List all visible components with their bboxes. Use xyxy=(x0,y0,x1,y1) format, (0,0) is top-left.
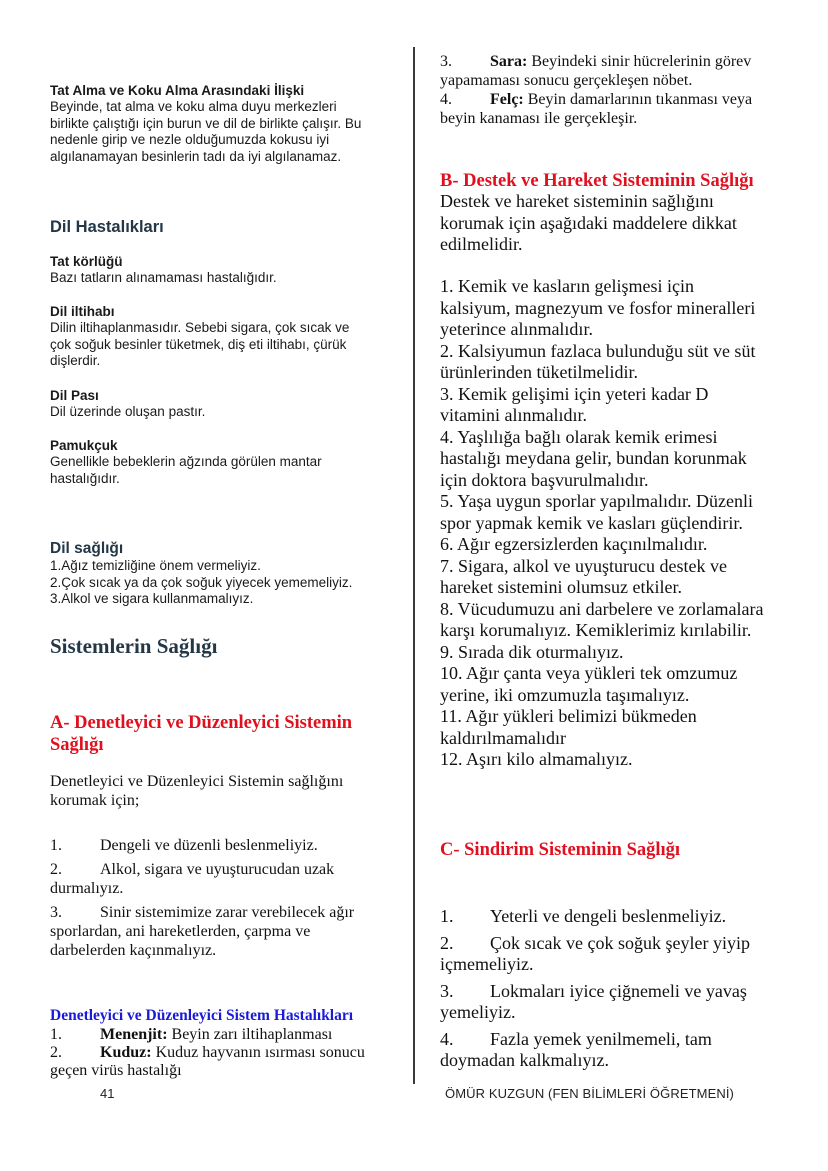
list-item xyxy=(50,860,400,898)
section-a-list xyxy=(50,836,400,960)
list-item xyxy=(440,906,785,928)
intro-line: edilmelidir. xyxy=(440,234,523,254)
section-b-heading: B- Destek ve Hareket Sisteminin Sağlığı xyxy=(440,171,754,191)
item-number: 3. xyxy=(440,980,454,1001)
disease-item xyxy=(50,254,400,287)
tongue-health-section xyxy=(50,540,400,608)
list-line: vitamini alınmalıdır. xyxy=(440,405,587,425)
item-number: 3. xyxy=(440,53,452,70)
disease-desc: Dil üzerinde oluşan pastır. xyxy=(50,404,206,419)
diseases-continued xyxy=(440,52,785,128)
item-text: Yeterli ve dengeli beslenmeliyiz. xyxy=(490,906,727,926)
item-text: içmemeliyiz. xyxy=(440,954,534,974)
item-number: 4. xyxy=(440,1028,454,1049)
intro-line: korumak için aşağıdaki maddelere dikkat xyxy=(440,212,737,233)
body-line: algılanamayan besinlerin tadı da iyi algılanamaz. xyxy=(50,148,342,164)
item-text: Beyindeki sinir hücrelerinin görev xyxy=(527,53,752,70)
body-line: birlikte çalıştığı için burun ve dil de birlikte çalışır. Bu xyxy=(50,115,362,131)
disease-item xyxy=(50,438,400,487)
list-item xyxy=(50,1026,400,1044)
list-line: 12. Aşırı kilo almamalıyız. xyxy=(440,749,633,769)
list-line: 1. Kemik ve kasların gelişmesi için xyxy=(440,276,694,296)
item-number: 1. xyxy=(440,906,454,926)
item-number: 1. xyxy=(50,837,62,854)
list-line: kalsiyum, magnezyum ve fosfor mineralleri xyxy=(440,297,756,318)
disease-desc: Dilin iltihaplanmasıdır. Sebebi sigara, çok sıcak ve xyxy=(50,320,350,335)
item-term: Sara: xyxy=(490,53,528,70)
list-item xyxy=(50,903,400,960)
section-a-heading xyxy=(50,712,400,756)
item-text: sporlardan, ani hareketlerden, çarpma ve xyxy=(50,923,311,940)
item-number: 1. xyxy=(50,1026,62,1043)
list-line: için doktora başvurulmalıdır. xyxy=(440,469,649,490)
list-line: yeterince alınmalıdır. xyxy=(440,319,593,339)
item-number: 2. xyxy=(50,1044,62,1061)
tongue-health-heading: Dil sağlığı xyxy=(50,540,124,557)
list-line: karşı korumalıyız. Kemiklerimiz kırılabilir. xyxy=(440,620,752,640)
item-number: 3. xyxy=(50,904,62,921)
disease-title: Tat körlüğü xyxy=(50,254,123,269)
section-a-heading-line: Sağlığı xyxy=(50,735,104,755)
list-line: hareket sistemini olumsuz etkiler. xyxy=(440,577,682,597)
item-text: Dengeli ve düzenli beslenmeliyiz. xyxy=(100,837,318,854)
list-line: 11. Ağır yükleri belimizi bükmeden xyxy=(440,706,697,726)
disease-title: Pamukçuk xyxy=(50,438,118,453)
page-number: 41 xyxy=(100,1086,115,1101)
list-line: 9. Sırada dik oturmalıyız. xyxy=(440,641,624,662)
list-line: kaldırılmamalıdır xyxy=(440,727,566,748)
item-text: beyin kanaması ile gerçekleşir. xyxy=(440,110,638,127)
disease-desc: çok soğuk besinler tüketmek, diş eti iltihabı, çürük xyxy=(50,336,347,352)
item-text: Sinir sistemimize zarar verebilecek ağır xyxy=(100,904,355,921)
list-line: 6. Ağır egzersizlerden kaçınılmalıdır. xyxy=(440,534,708,554)
taste-smell-title: Tat Alma ve Koku Alma Arasındaki İlişki xyxy=(50,83,305,98)
list-line: yerine, iki omzumuzla taşımalıyız. xyxy=(440,684,690,705)
list-item xyxy=(440,933,785,976)
disease-title: Dil iltihabı xyxy=(50,304,115,319)
item-number: 4. xyxy=(440,91,452,108)
list-line: hastalığı meydana gelir, bundan korunmak xyxy=(440,448,747,468)
item-text: Fazla yemek yenilmemeli, tam xyxy=(490,1028,712,1049)
section-b-list xyxy=(440,276,800,771)
list-item xyxy=(50,836,400,855)
item-text: yapamaması sonucu gerçekleşen nöbet. xyxy=(440,72,693,89)
section-a-diseases xyxy=(50,1026,400,1080)
disease-title: Dil Pası xyxy=(50,388,99,403)
list-item xyxy=(440,1029,785,1072)
list-item: 1.Ağız temizliğine önem vermeliyiz. xyxy=(50,558,261,573)
list-item xyxy=(440,981,785,1024)
tongue-diseases-heading: Dil Hastalıkları xyxy=(50,218,164,236)
item-text: Beyin zarı iltihaplanması xyxy=(167,1026,333,1043)
intro-line: Denetleyici ve Düzenleyici Sistemin sağlığını xyxy=(50,773,344,790)
item-text: geçen virüs hastalığı xyxy=(50,1062,182,1079)
section-a-intro xyxy=(50,772,400,810)
item-text: Lokmaları iyice çiğnemeli ve yavaş xyxy=(490,980,747,1001)
section-b-intro xyxy=(440,191,785,256)
list-item: 2.Çok sıcak ya da çok soğuk yiyecek yememeliyiz. xyxy=(50,574,353,590)
item-text: doymadan kalkmalıyız. xyxy=(440,1050,609,1070)
intro-line: korumak için; xyxy=(50,792,140,809)
column-divider xyxy=(413,47,415,1084)
section-c-heading: C- Sindirim Sisteminin Sağlığı xyxy=(440,840,681,860)
item-text: Beyin damarlarının tıkanması veya xyxy=(523,91,753,108)
item-text: yemeliyiz. xyxy=(440,1002,516,1022)
item-term: Menenjit: xyxy=(100,1026,168,1043)
disease-item xyxy=(50,304,400,370)
list-line: 2. Kalsiyumun fazlaca bulunduğu süt ve süt xyxy=(440,340,756,361)
list-item xyxy=(440,90,785,128)
list-line: 10. Ağır çanta veya yükleri tek omzumuz xyxy=(440,663,738,683)
list-item xyxy=(440,52,785,90)
item-text: darbelerden kaçınmalıyız. xyxy=(50,942,217,959)
list-item: 3.Alkol ve sigara kullanmamalıyız. xyxy=(50,591,254,606)
item-text: Kuduz hayvanın ısırması sonucu xyxy=(151,1044,365,1061)
item-text: Çok sıcak ve çok soğuk şeyler yiyip xyxy=(490,932,750,953)
disease-item xyxy=(50,388,400,421)
item-text: durmalıyız. xyxy=(50,880,124,897)
intro-line: Destek ve hareket sisteminin sağlığını xyxy=(440,191,714,211)
list-line: spor yapmak kemik ve kasları güçlendirir. xyxy=(440,512,743,533)
list-item xyxy=(50,1044,400,1080)
section-c-list xyxy=(440,906,785,1072)
list-line: 4. Yaşlılığa bağlı olarak kemik erimesi xyxy=(440,426,718,447)
item-number: 2. xyxy=(440,932,454,953)
systems-heading: Sistemlerin Sağlığı xyxy=(50,634,218,658)
list-line: ürünlerinden tüketilmelidir. xyxy=(440,362,638,382)
list-line: 5. Yaşa uygun sporlar yapılmalıdır. Düzenli xyxy=(440,491,753,511)
item-number: 2. xyxy=(50,861,62,878)
disease-desc: hastalığıdır. xyxy=(50,470,120,486)
author-credit: ÖMÜR KUZGUN (FEN BİLİMLERİ ÖĞRETMENİ) xyxy=(445,1086,734,1101)
taste-smell-section xyxy=(50,83,400,165)
body-line: nedenle girip ve nezle olduğumuzda kokusu iyi xyxy=(50,132,330,147)
disease-desc: dişlerdir. xyxy=(50,353,101,368)
section-a-diseases-heading: Denetleyici ve Düzenleyici Sistem Hastalıkları xyxy=(50,1007,354,1024)
item-term: Felç: xyxy=(490,91,524,108)
list-line: 7. Sigara, alkol ve uyuşturucu destek ve xyxy=(440,555,727,576)
item-text: Alkol, sigara ve uyuşturucudan uzak xyxy=(100,861,335,878)
section-a-heading-line: A- Denetleyici ve Düzenleyici Sistemin xyxy=(50,713,353,733)
disease-desc: Bazı tatların alınamaması hastalığıdır. xyxy=(50,270,277,285)
list-line: 3. Kemik gelişimi için yeteri kadar D xyxy=(440,383,709,404)
disease-desc: Genellikle bebeklerin ağzında görülen mantar xyxy=(50,454,322,469)
body-line: Beyinde, tat alma ve koku alma duyu merkezleri xyxy=(50,99,337,114)
list-line: 8. Vücudumuzu ani darbelere ve zorlamalara xyxy=(440,598,764,619)
item-term: Kuduz: xyxy=(100,1044,152,1061)
